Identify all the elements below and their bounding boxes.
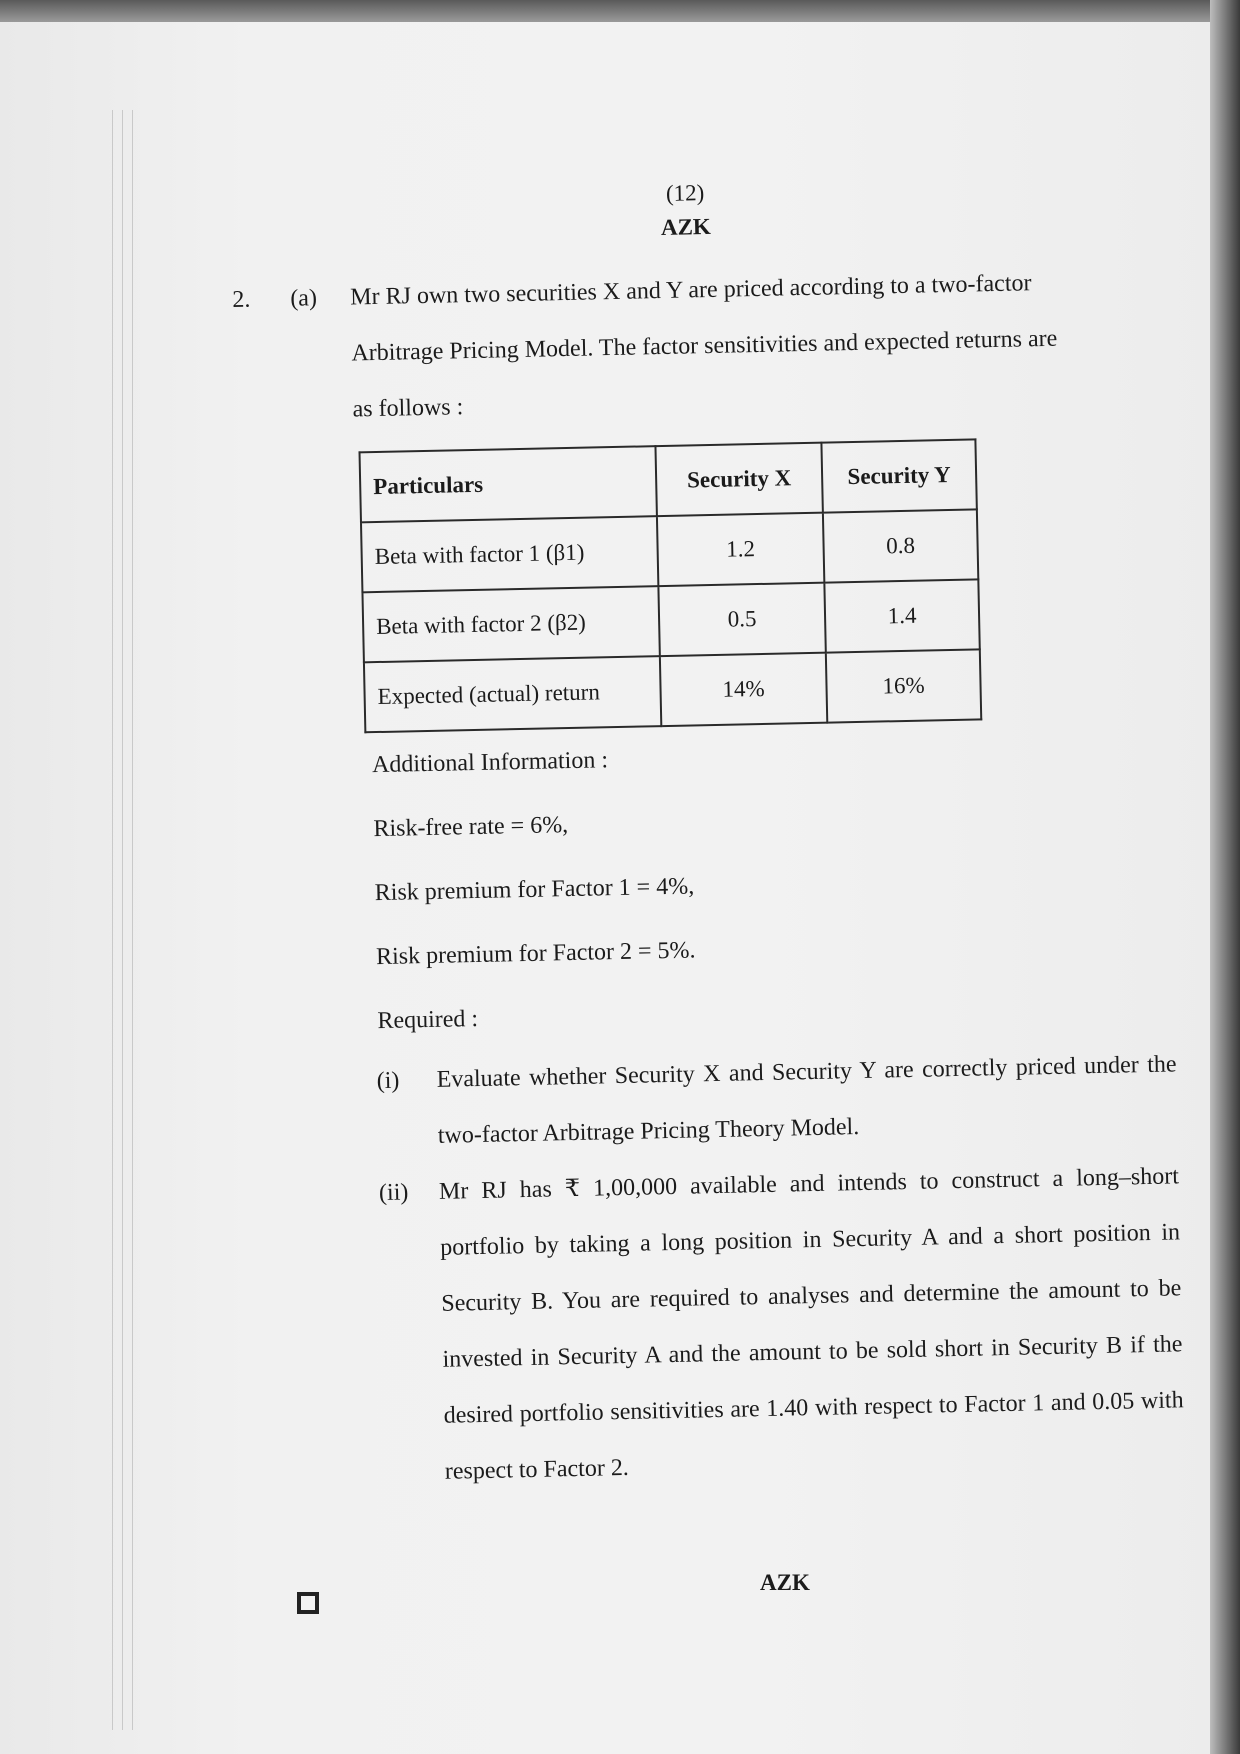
required-item-text: Mr RJ has ₹ 1,00,000 available and intends to construct a long–short portfolio by taking a long position in Security A and a short position in Security B. You are required to analyses and determine the amount to be invested in Security A and the amount to be sold short in Security B if the desired portfolio sensitivities are 1.40 with respect to Factor 1 and 0.05 with respect to Factor 2.	[438, 1163, 1184, 1485]
table-cell: Expected (actual) return	[364, 656, 661, 732]
table-cell: 0.8	[823, 509, 978, 582]
required-item-text: Evaluate whether Security X and Security Y are correctly priced under the two-factor Arbitrage Pricing Theory Model.	[436, 1051, 1177, 1149]
table-header: Particulars	[360, 446, 657, 522]
square-mark-icon	[297, 1592, 319, 1614]
info-item: Risk-free rate = 6%,	[373, 812, 569, 843]
required-item	[376, 1036, 1178, 1165]
table-row	[364, 649, 981, 732]
table-cell: 16%	[826, 649, 981, 722]
additional-info-heading: Additional Information :	[371, 747, 609, 779]
table-row	[361, 509, 978, 592]
intro-line: Arbitrage Pricing Model. The factor sensitivities and expected returns are	[351, 325, 1058, 367]
table-row	[362, 579, 979, 662]
intro-line: as follows :	[352, 394, 464, 423]
intro-line: Mr RJ own two securities X and Y are priced according to a two-factor	[350, 270, 1032, 311]
table-header: Security Y	[821, 439, 976, 512]
question-number: 2.	[232, 286, 251, 313]
info-item: Risk premium for Factor 1 = 4%,	[374, 873, 695, 907]
table-cell: 1.4	[824, 579, 979, 652]
table-cell: 14%	[660, 653, 827, 726]
table-cell: Beta with factor 2 (β2)	[362, 586, 659, 662]
required-item-label: (i)	[376, 1067, 400, 1095]
table-header: Security X	[655, 443, 822, 516]
binding-line	[112, 110, 113, 1730]
table-cell: Beta with factor 1 (β1)	[361, 516, 658, 592]
info-item: Risk premium for Factor 2 = 5%.	[375, 937, 696, 971]
scan-top-edge	[0, 0, 1240, 22]
binding-line	[132, 110, 133, 1730]
factor-table	[359, 438, 983, 733]
footer-code: AZK	[760, 1570, 810, 1595]
additional-info	[371, 715, 1228, 1053]
binding-line	[122, 110, 123, 1730]
required-item-label: (ii)	[378, 1179, 409, 1207]
required-item	[378, 1148, 1185, 1501]
table-cell: 1.2	[657, 513, 824, 586]
table-header-row	[360, 439, 977, 522]
required-heading: Required :	[377, 1005, 479, 1035]
question-part: (a)	[290, 285, 318, 312]
page-content	[230, 169, 1237, 1503]
paper-code: AZK	[660, 213, 712, 240]
table-cell: 0.5	[658, 583, 825, 656]
page-number: (12)	[665, 180, 705, 206]
